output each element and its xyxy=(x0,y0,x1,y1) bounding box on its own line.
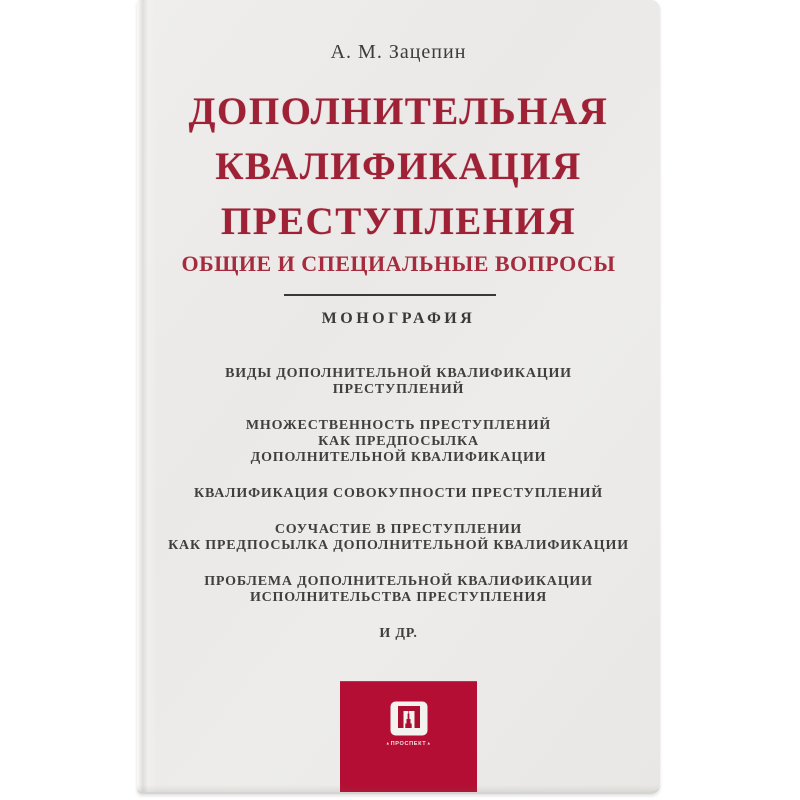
topic-line: МНОЖЕСТВЕННОСТЬ ПРЕСТУПЛЕНИЙ xyxy=(245,418,552,433)
topic-item xyxy=(137,486,660,502)
topic-line: СОУЧАСТИЕ В ПРЕСТУПЛЕНИИ xyxy=(274,522,523,537)
topic-line: ДОПОЛНИТЕЛЬНОЙ КВАЛИФИКАЦИИ xyxy=(250,450,547,465)
topic-line: КВАЛИФИКАЦИЯ СОВОКУПНОСТИ ПРЕСТУПЛЕНИЙ xyxy=(194,486,603,501)
book-front-cover xyxy=(137,0,660,794)
topic-line: КАК ПРЕДПОСЫЛКА ДОПОЛНИТЕЛЬНОЙ КВАЛИФИКАЦИИ xyxy=(168,538,629,553)
prospekt-emblem-icon xyxy=(390,701,428,736)
topic-item xyxy=(137,626,660,642)
title-line-3: ПРЕСТУПЛЕНИЯ xyxy=(220,200,577,243)
divider-rule xyxy=(284,294,496,296)
publisher-name-text: ПРОСПЕКТ xyxy=(390,740,427,747)
topics-list xyxy=(137,366,660,662)
topic-line: КАК ПРЕДПОСЫЛКА xyxy=(318,434,479,449)
title-line-2: КВАЛИФИКАЦИЯ xyxy=(215,145,582,188)
topic-line: ИСПОЛНИТЕЛЬСТВА ПРЕСТУПЛЕНИЯ xyxy=(249,590,548,605)
topic-item xyxy=(137,522,660,554)
author-name: А. М. Зацепин xyxy=(330,41,467,63)
publisher-name xyxy=(366,740,451,746)
topic-item xyxy=(137,574,660,606)
topic-line: И ДР. xyxy=(379,626,418,641)
title-line-1: ДОПОЛНИТЕЛЬНАЯ xyxy=(188,90,609,133)
book-subtitle: ОБЩИЕ И СПЕЦИАЛЬНЫЕ ВОПРОСЫ xyxy=(181,251,616,276)
topic-item xyxy=(137,366,660,398)
logo-right-marker-icon: ▴ xyxy=(427,741,431,746)
publisher-logo xyxy=(340,681,477,792)
topic-line: ПРЕСТУПЛЕНИЙ xyxy=(332,382,465,397)
book-title xyxy=(137,84,660,249)
topic-line: ПРОБЛЕМА ДОПОЛНИТЕЛЬНОЙ КВАЛИФИКАЦИИ xyxy=(204,574,593,589)
topic-line: ВИДЫ ДОПОЛНИТЕЛЬНОЙ КВАЛИФИКАЦИИ xyxy=(225,366,572,381)
logo-left-marker-icon: ▴ xyxy=(386,741,390,746)
topic-item xyxy=(137,418,660,466)
edition-label: МОНОГРАФИЯ xyxy=(321,310,476,327)
